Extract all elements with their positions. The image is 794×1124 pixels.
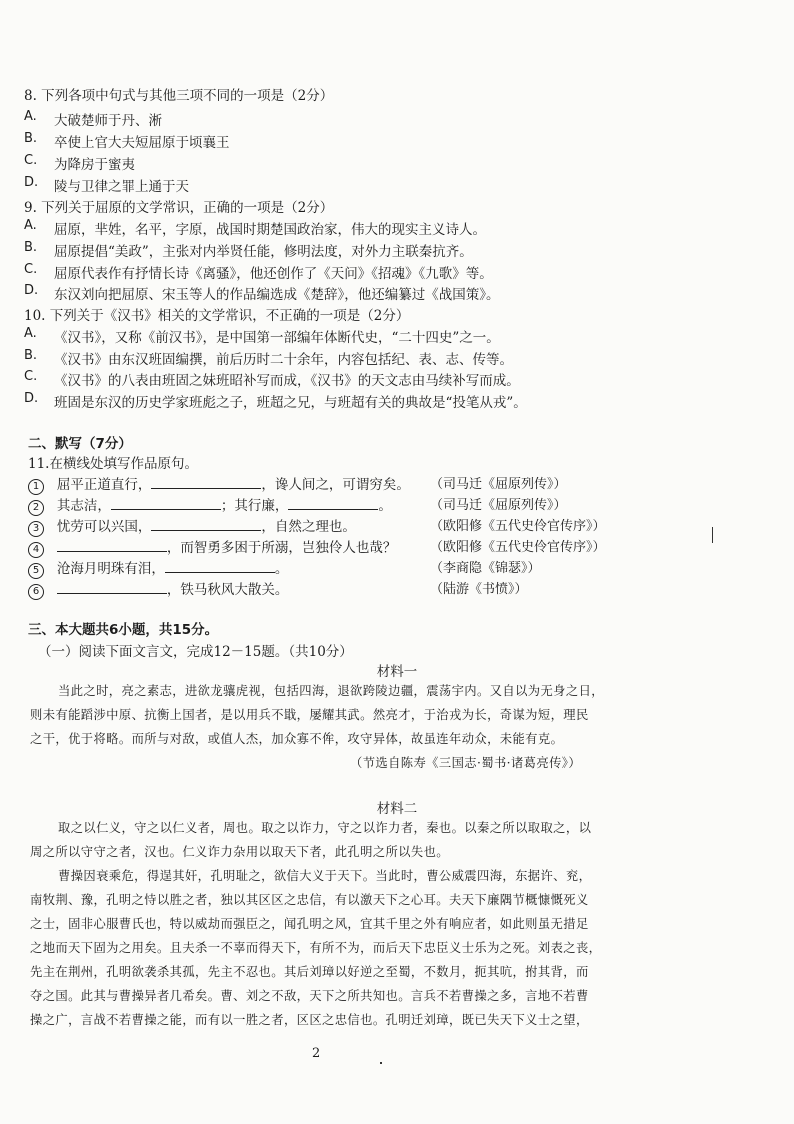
- answer-blank[interactable]: [165, 560, 275, 573]
- q8-option-c: 为降房于蜜夷: [54, 157, 135, 173]
- material-2-line: 南牧荆、豫，孔明之恃以胜之者，独以其区区之忠信，有以激天下之心耳。夫天下廉隅节概慷慨死义: [30, 893, 589, 907]
- material-2-line: 先主在荆州，孔明欲袭杀其孤，先主不忍也。其后刘璋以好逆之至蜀，不数月，扼其吭，拊其背，而: [30, 965, 589, 979]
- fill-pre: 屈平正道直行，: [56, 477, 152, 493]
- q10-option-b: 《汉书》由东汉班固编撰，前后历时二十余年，内容包括纪、表、志、传等。: [54, 352, 513, 368]
- q9-option-a-letter: A.: [24, 218, 37, 233]
- q9-option-c: 屈原代表作有抒情长诗《离骚》，他还创作了《天问》《招魂》《九歌》等。: [54, 266, 493, 282]
- item-number: 4: [28, 542, 44, 558]
- item-number: 6: [28, 584, 44, 600]
- page-number: 2: [312, 1046, 321, 1061]
- fill-item-2: [28, 494, 392, 516]
- fill-source-3: （欧阳修《五代史伶官传序》）: [430, 519, 606, 534]
- q8-option-d-letter: D.: [24, 175, 39, 190]
- fill-mid: ，自然之理也。: [261, 519, 356, 535]
- q8-option-b-letter: B.: [24, 131, 38, 146]
- section-3-subtitle: （一）阅读下面文言文，完成12－15题。（共10分）: [38, 644, 353, 660]
- material-2-line: 曹操因衰乘危，得逞其奸，孔明耻之，欲信大义于天下。当此时，曹公威震四海，东据许、兖，: [58, 869, 592, 883]
- fill-pre: 其志洁，: [56, 498, 111, 514]
- fill-source-4: （欧阳修《五代史伶官传序》）: [430, 540, 606, 555]
- fill-item-6: [28, 578, 288, 600]
- fill-source-6: （陆游《书愤》）: [430, 582, 528, 597]
- q8-option-a: 大破楚师于丹、淅: [54, 113, 162, 129]
- q8-option-a-letter: A.: [24, 109, 37, 124]
- q9-option-a: 屈原，芈姓，名平，字原，战国时期楚国政治家，伟大的现实主义诗人。: [54, 222, 486, 238]
- material-2-line: 夺之国。此其与曹操异者几希矣。曹、刘之不敌，天下之所共知也。言兵不若曹操之多，言地不若曹: [30, 989, 589, 1003]
- fill-mid: ，谗人间之，可谓穷矣。: [261, 477, 410, 493]
- section-3-title: 三、本大题共6小题，共15分。: [28, 622, 219, 638]
- material-2-title: 材料二: [376, 801, 418, 817]
- section-2-instruction: 11.在横线处填写作品原句。: [28, 456, 198, 472]
- material-2-line: 之地而天下固为之用矣。且夫杀一不辜而得天下，有所不为，而后天下忠臣义士乐为之死。刘表之丧，: [30, 941, 602, 955]
- fill-source-2: （司马迁《屈原列传》）: [430, 498, 567, 513]
- fill-item-5: [28, 557, 288, 579]
- fill-source-1: （司马迁《屈原列传》）: [430, 477, 567, 492]
- item-number: 5: [28, 563, 44, 579]
- q8-option-d: 陵与卫律之罪上通于天: [54, 179, 189, 195]
- q9-option-c-letter: C.: [24, 262, 38, 277]
- q10-option-d-letter: D.: [24, 391, 39, 406]
- fill-mid: ；其行廉，: [220, 498, 289, 514]
- q10-option-a: 《汉书》，又称《前汉书》，是中国第一部编年体断代史，“二十四史”之一。: [54, 330, 500, 346]
- answer-blank[interactable]: [57, 539, 167, 552]
- q9-stem: 9. 下列关于屈原的文学常识，正确的一项是（2分）: [24, 200, 334, 216]
- material-1-line: 当此之时，亮之素志，进欲龙骧虎视，包括四海，退欲跨陵边疆，震荡宇内。又自以为无身之日，: [58, 684, 604, 698]
- fill-pre: 沧海月明珠有泪，: [56, 561, 165, 577]
- answer-blank[interactable]: [288, 497, 378, 510]
- answer-blank[interactable]: [57, 581, 167, 594]
- q10-stem: 10. 下列关于《汉书》相关的文学常识，不正确的一项是（2分）: [24, 308, 410, 324]
- q9-option-b: 屈原提倡“美政”，主张对内举贤任能，修明法度，对外力主联秦抗齐。: [54, 244, 473, 260]
- q8-option-c-letter: C.: [24, 153, 38, 168]
- q10-option-c: 《汉书》的八表由班固之妹班昭补写而成，《汉书》的天文志由马续补写而成。: [54, 373, 520, 389]
- item-number: 3: [28, 521, 44, 537]
- fill-pre: 忧劳可以兴国，: [56, 519, 152, 535]
- fill-mid: 。: [274, 561, 289, 577]
- fill-post: 。: [378, 498, 392, 514]
- q8-stem: 8. 下列各项中句式与其他三项不同的一项是（2分）: [24, 88, 334, 104]
- scan-mark: [380, 1062, 382, 1064]
- material-2-line: 操之广，言战不若曹操之能，而有以一胜之者，区区之忠信也。孔明迁刘璋，既已失天下义士之望，: [30, 1013, 589, 1027]
- scan-mark: [712, 527, 713, 543]
- material-1-line: 之干，优于将略。而所与对敌，或值人杰，加众寡不侔，攻守异体，故虽连年动众，未能有克。: [30, 732, 564, 746]
- item-number: 2: [28, 500, 44, 516]
- material-1-line: 则未有能蹈涉中原、抗衡上国者，是以用兵不戢，屡耀其武。然亮才，于治戎为长，奇谋为短，理民: [30, 708, 589, 722]
- material-1-source: （节选自陈寿《三国志·蜀书·诸葛亮传》）: [350, 756, 582, 770]
- fill-item-3: [28, 515, 356, 537]
- q9-option-d-letter: D.: [24, 283, 39, 298]
- material-1-title: 材料一: [376, 664, 418, 680]
- q9-option-b-letter: B.: [24, 240, 38, 255]
- material-2-line: 之士，固非心服曹氏也，特以威劫而强臣之，闻孔明之风，宜其千里之外有响应者，如此则虽无措足: [30, 917, 589, 931]
- section-2-title: 二、默写（7分）: [28, 436, 132, 452]
- answer-blank[interactable]: [151, 518, 261, 531]
- q10-option-a-letter: A.: [24, 326, 37, 341]
- fill-mid: ，而智勇多困于所溺，岂独伶人也哉？: [166, 540, 397, 556]
- material-2-line: 周之所以守守之者，汉也。仁义诈力杂用以取天下者，此孔明之所以失也。: [30, 845, 449, 859]
- answer-blank[interactable]: [111, 497, 221, 510]
- q10-option-c-letter: C.: [24, 369, 38, 384]
- answer-blank[interactable]: [151, 476, 261, 489]
- fill-item-4: [28, 536, 396, 558]
- item-number: 1: [28, 479, 44, 495]
- fill-mid: ，铁马秋风大散关。: [166, 582, 289, 598]
- q10-option-b-letter: B.: [24, 348, 38, 363]
- q8-option-b: 卒使上官大夫短屈原于顷襄王: [54, 135, 230, 151]
- material-2-line: 取之以仁义，守之以仁义者，周也。取之以诈力，守之以诈力者，秦也。以秦之所以取取之，以: [58, 821, 592, 835]
- fill-source-5: （李商隐《锦瑟》）: [430, 561, 541, 576]
- q10-option-d: 班固是东汉的历史学家班彪之子，班超之兄，与班超有关的典故是“投笔从戎”。: [54, 395, 527, 411]
- fill-item-1: [28, 473, 410, 495]
- q9-option-d: 东汉刘向把屈原、宋玉等人的作品编选成《楚辞》，他还编纂过《战国策》。: [54, 287, 500, 303]
